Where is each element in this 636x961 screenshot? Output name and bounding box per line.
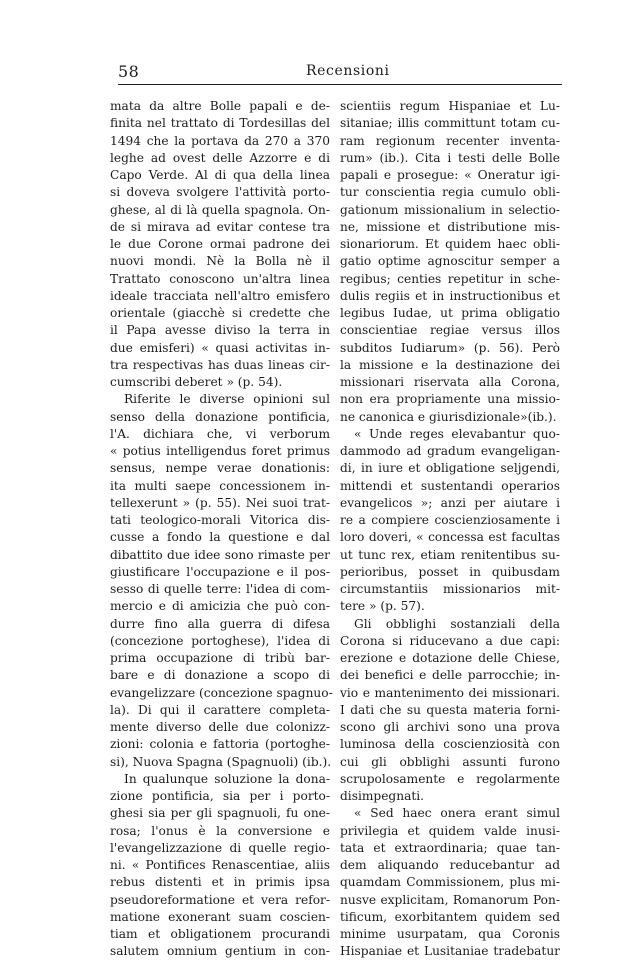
text-line: la). Di qui il carattere completa- bbox=[110, 702, 330, 717]
text-line: Capo Verde. Al di qua della linea bbox=[110, 168, 330, 182]
text-line: dei benefici e delle parrocchie; in- bbox=[340, 668, 560, 683]
text-line: I dati che su questa materia forni- bbox=[340, 702, 560, 717]
text-line: ne, missione et distributione mis- bbox=[340, 219, 560, 234]
text-line: si doveva svolgere l'attività porto- bbox=[110, 185, 330, 200]
text-line: rum» (ib.). Cita i testi delle Bolle bbox=[340, 150, 560, 165]
text-line: missionari riservata alla Corona, bbox=[340, 375, 560, 389]
text-line: mente diverso delle due colonizz- bbox=[110, 720, 330, 734]
text-line: de si mirava ad evitar contese tra bbox=[110, 219, 330, 234]
text-line: conscientiae regiae versus illos bbox=[340, 323, 560, 338]
text-line: di, in iure et obligatione seljgendi, bbox=[340, 461, 560, 476]
text-line: rosa; l'onus è la conversione e bbox=[110, 823, 330, 838]
text-line: ut tunc rex, etiam renitentibus su- bbox=[340, 547, 560, 562]
text-line: bare e di donazione a scopo di bbox=[110, 668, 330, 683]
text-line: disimpegnati. bbox=[340, 789, 425, 803]
text-line: tere » (p. 57). bbox=[340, 599, 425, 614]
text-line: finita nel trattato di Tordesillas del bbox=[110, 116, 330, 131]
text-line: rebus distenti et in primis ipsa bbox=[110, 875, 330, 890]
text-line: Gli obblighi sostanziali della bbox=[354, 616, 560, 631]
text-line: ghese, al di là quella spagnola. On- bbox=[110, 202, 330, 217]
text-line: evangelicos »; anzi per aiutare i bbox=[340, 495, 560, 510]
text-line: « Unde reges elevabantur quo- bbox=[354, 426, 560, 441]
text-line: gationum missionalium in selectio- bbox=[340, 202, 560, 217]
text-line: Trattato conoscono un'altra linea bbox=[110, 271, 330, 286]
text-line: perioribus, posset in quibusdam bbox=[340, 564, 560, 579]
text-line: non era propriamente una missio- bbox=[340, 392, 560, 407]
text-line: tiam et obligationem procurandi bbox=[110, 927, 330, 941]
text-line: papali e prosegue: « Oneratur igi- bbox=[340, 168, 560, 182]
text-line: tata et extraordinaria; quae tan- bbox=[340, 840, 560, 855]
text-line: tellexerunt » (p. 55). Nei suoi trat- bbox=[110, 495, 330, 510]
text-line: scientiis regum Hispaniae et Lu- bbox=[340, 99, 560, 113]
text-line: zioni: colonia e fattoria (portoghe- bbox=[110, 737, 330, 752]
text-line: durre fino alla guerra di difesa bbox=[110, 616, 330, 631]
page-number: 58 bbox=[118, 62, 140, 81]
text-line: nuovi mondi. Nè la Bolla nè il bbox=[110, 254, 330, 269]
text-line: dem aliquando reducebantur ad bbox=[340, 858, 560, 872]
text-line: minime usurpatam, qua Coronis bbox=[340, 927, 560, 941]
text-line: il Papa avesse diviso la terra in bbox=[110, 323, 330, 338]
text-line: Riferite le diverse opinioni sul bbox=[124, 392, 330, 407]
text-line: mercio e di amicizia che può con- bbox=[110, 599, 330, 614]
text-line: legibus Iudae, ut prima obligatio bbox=[340, 306, 560, 320]
text-line: senso della donazione pontificia, bbox=[110, 409, 330, 424]
text-line: prima occupazione di tribù bar- bbox=[110, 651, 330, 665]
text-line: « potius intelligendus foret primus bbox=[110, 444, 330, 458]
text-line: Corona si riducevano a due capi: bbox=[340, 633, 560, 648]
text-line: In qualunque soluzione la dona- bbox=[124, 771, 330, 786]
text-line: regibus; centies repetitur in sche- bbox=[340, 271, 560, 286]
text-line: mata da altre Bolle papali e de- bbox=[110, 99, 330, 113]
page-header bbox=[118, 62, 562, 85]
text-line: 1494 che la portava da 270 a 370 bbox=[110, 133, 330, 148]
text-line: si), Nuova Spagna (Spagnuoli) (ib.). bbox=[110, 754, 332, 769]
text-line: scono gli archivi sono una prova bbox=[340, 720, 560, 734]
text-line: l'evangelizzazione di quelle regio- bbox=[110, 840, 330, 855]
text-line: zione pontificia, sia per i porto- bbox=[110, 789, 330, 803]
text-line: tificum, exorbitantem quidem sed bbox=[340, 909, 560, 924]
text-line: ni. « Pontifices Renascentiae, aliis bbox=[110, 858, 330, 872]
text-line: la missione e la destinazione dei bbox=[340, 357, 560, 372]
text-line: tra respectivas has duas lineas cir- bbox=[110, 357, 330, 372]
text-line: loro doveri, « concessa est facultas bbox=[340, 530, 560, 545]
text-line: cumscribi deberet » (p. 54). bbox=[110, 375, 283, 389]
text-line: « Sed haec onera erant simul bbox=[354, 806, 560, 821]
text-line: ita multi saepe concessionem in- bbox=[110, 478, 330, 493]
text-line: sensus, nempe verae donationis: bbox=[110, 461, 330, 476]
text-line: ne canonica e giurisdizionale»(ib.). bbox=[340, 409, 557, 424]
text-line: salutem omnium gentium in con- bbox=[110, 944, 330, 959]
text-line: sionariorum. Et quidem haec obli- bbox=[340, 237, 560, 251]
text-line: privilegia et quidem valde inusi- bbox=[340, 823, 560, 838]
text-line: leghe ad ovest delle Azzorre e di bbox=[110, 150, 330, 165]
text-line: erezione e dotazione delle Chiese, bbox=[340, 651, 560, 665]
text-line: vio e mantenimento dei missionari. bbox=[340, 685, 560, 700]
text-line: subditos Iudiarum» (p. 56). Però bbox=[340, 340, 560, 355]
text-line: dammodo ad gradum evangeligan- bbox=[340, 444, 560, 458]
text-line: ram regionum recenter inventa- bbox=[340, 133, 560, 148]
text-line: sitaniae; illis committunt totam cu- bbox=[340, 116, 560, 131]
text-line: matione exonerant suam coscien- bbox=[110, 909, 330, 924]
text-line: tati teologico-morali Vitorica dis- bbox=[110, 513, 330, 527]
text-line: luminosa della coscienziosità con bbox=[340, 737, 560, 752]
text-line: circumstantiis missionarios mit- bbox=[340, 582, 560, 596]
text-line: giustificare l'occupazione e il pos- bbox=[110, 564, 330, 579]
text-line: scrupolosamente e regolarmente bbox=[340, 771, 560, 786]
text-line: cui gli obblighi assunti furono bbox=[340, 754, 560, 769]
text-line: le due Corone ormai padrone dei bbox=[110, 237, 330, 251]
text-line: quamdam Commissionem, plus mi- bbox=[340, 875, 560, 890]
text-line: sesso di quelle terre: l'idea di com- bbox=[110, 582, 330, 596]
text-line: nusve explicitam, Romanorum Pon- bbox=[340, 892, 560, 907]
text-line: re a compiere coscienziosamente i bbox=[340, 513, 560, 527]
left-column bbox=[110, 98, 333, 961]
text-line: orientale (giacchè si credette che bbox=[110, 306, 330, 320]
text-line: gatio optime agnoscitur semper a bbox=[340, 254, 560, 269]
text-line: l'A. dichiara che, vi verborum bbox=[110, 426, 330, 441]
text-line: dibattito due idee sono rimaste per bbox=[110, 547, 330, 562]
text-line: dulis regiis et in instructionibus et bbox=[340, 288, 560, 303]
text-line: mittendi et sustentandi operarios bbox=[340, 478, 560, 493]
text-line: Hispaniae et Lusitaniae tradebatur bbox=[340, 944, 560, 959]
text-line: ghesi sia per gli spagnuoli, fu one- bbox=[110, 806, 330, 821]
text-line: due emisferi) « quasi activitas in- bbox=[110, 340, 330, 355]
text-line: tur conscientia regia cumulo obli- bbox=[340, 185, 560, 200]
text-line: (concezione portoghese), l'idea di bbox=[110, 633, 330, 648]
running-title: Recensioni bbox=[306, 63, 390, 79]
text-line: pseudoreformatione et vera refor- bbox=[110, 892, 330, 907]
text-line: evangelizzare (concezione spagnuo- bbox=[110, 685, 333, 700]
text-line: cusse a fondo la questione e dal bbox=[110, 530, 330, 545]
right-column bbox=[340, 98, 560, 961]
text-line: ideale tracciata nell'altro emisfero bbox=[110, 288, 330, 303]
